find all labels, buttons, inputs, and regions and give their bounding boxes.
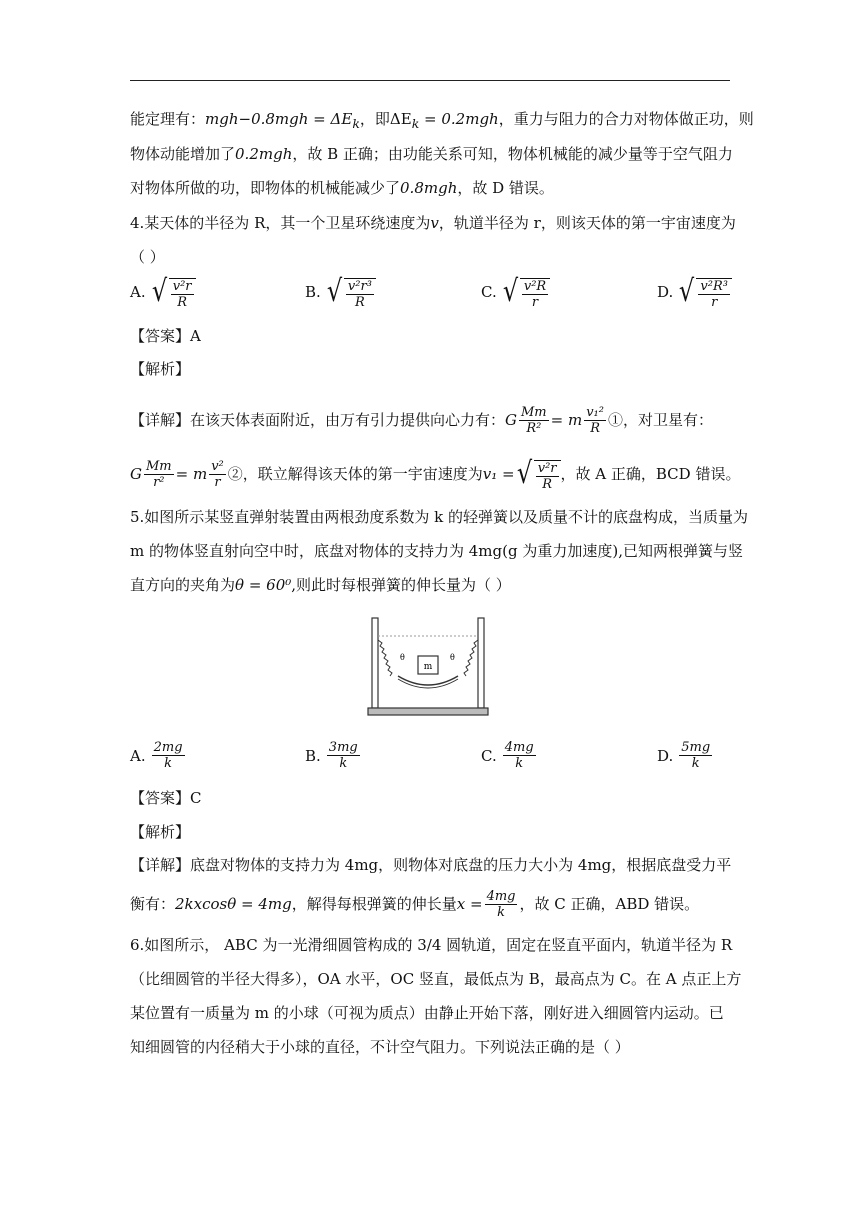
q4-analysis-heading: 【解析】 xyxy=(130,360,191,378)
q4-stem-1: 4.某天体的半径为 R，其一个卫星环绕速度为v，轨道半径为 r，则该天体的第一宇宙速度为 xyxy=(130,214,736,232)
q5-option-d: D. $\frac{5mg}{k}$ xyxy=(657,740,711,771)
q5-option-b: B. $\frac{3mg}{k}$ xyxy=(305,740,358,771)
q6-stem-3: 某位置有一质量为 m 的小球（可视为质点）由静止开始下落，刚好进入细圆管内运动。已 xyxy=(130,1004,724,1022)
svg-text:θ: θ xyxy=(450,653,455,662)
q4-option-c: C. √ $\frac{\text{v²R}}{r}$ xyxy=(481,274,550,310)
q4-option-a: A. √ $\frac{\text{v²r}}{R}$ xyxy=(130,274,196,310)
q4-detail-1: 【详解】在该天体表面附近，由万有引力提供向心力有： G $\frac{Mm}{\text{R²}}$ = m $\frac{\text{v₁²}}{R}$ ①，对卫星有： xyxy=(130,404,713,436)
q5-stem-2: m 的物体竖直射向空中时，底盘对物体的支持力为 4mg(g 为重力加速度),已知两根弹簧与竖 xyxy=(130,542,743,560)
q5-analysis-heading: 【解析】 xyxy=(130,823,191,841)
q5-detail-1: 【详解】底盘对物体的支持力为 4mg，则物体对底盘的压力大小为 4mg，根据底盘受力平 xyxy=(130,856,732,874)
q4-detail-2: G $\frac{Mm}{\text{r²}}$ = m $\frac{\text{v²}}{r}$ ②，联立解得该天体的第一宇宙速度为 v₁ = √ $\frac{\text{v²r}}{R}$ ，故 A 正确，BCD 错误。 xyxy=(130,456,741,492)
p1-line-3: 对物体所做的功，即物体的机械能减少了0.8mgh，故 D 错误。 xyxy=(130,179,554,197)
spring-launcher-figure xyxy=(366,616,490,720)
q4-option-d: D. √ $\frac{\text{v²R³}}{r}$ xyxy=(657,274,732,310)
q4-option-b: B. √ $\frac{\text{v²r³}}{R}$ xyxy=(305,274,376,310)
header-rule xyxy=(130,80,730,81)
q5-detail-2: 衡有： 2kxcosθ = 4mg ，解得每根弹簧的伸长量 x = $\frac{4mg}{k}$ ，故 C 正确，ABD 错误。 xyxy=(130,888,700,920)
svg-text:θ: θ xyxy=(400,653,405,662)
q4-answer: 【答案】A xyxy=(130,327,201,345)
p1-line-1: 能定理有：$mgh-0.8mgh = \Delta E_k$，即$\Delta E_k = 0.2mgh$，重力与阻力的合力对物体做正功，则 xyxy=(130,110,754,131)
q5-option-a: A. $\frac{2mg}{k}$ xyxy=(130,740,183,771)
q5-answer: 【答案】C xyxy=(130,789,202,807)
q6-stem-2: （比细圆管的半径大得多），OA 水平，OC 竖直，最低点为 B，最高点为 C。在 A 点正上方 xyxy=(130,970,742,988)
q5-stem-1: 5.如图所示某竖直弹射装置由两根劲度系数为 k 的轻弹簧以及质量不计的底盘构成，当质量为 xyxy=(130,508,748,526)
q4-stem-2: （ ） xyxy=(130,248,165,266)
q5-stem-3: 直方向的夹角为θ = 60⁰,则此时每根弹簧的伸长量为（ ） xyxy=(130,576,511,594)
svg-text:m: m xyxy=(423,662,433,672)
q6-stem-4: 知细圆管的内径稍大于小球的直径，不计空气阻力。下列说法正确的是（ ） xyxy=(130,1038,630,1056)
p1-line-2: 物体动能增加了0.2mgh，故 B 正确；由功能关系可知，物体机械能的减少量等于空气阻力 xyxy=(130,145,733,163)
q6-stem-1: 6.如图所示， ABC 为一光滑细圆管构成的 3/4 圆轨道，固定在竖直平面内，轨道半径为 R xyxy=(130,936,733,954)
q5-option-c: C. $\frac{4mg}{k}$ xyxy=(481,740,534,771)
